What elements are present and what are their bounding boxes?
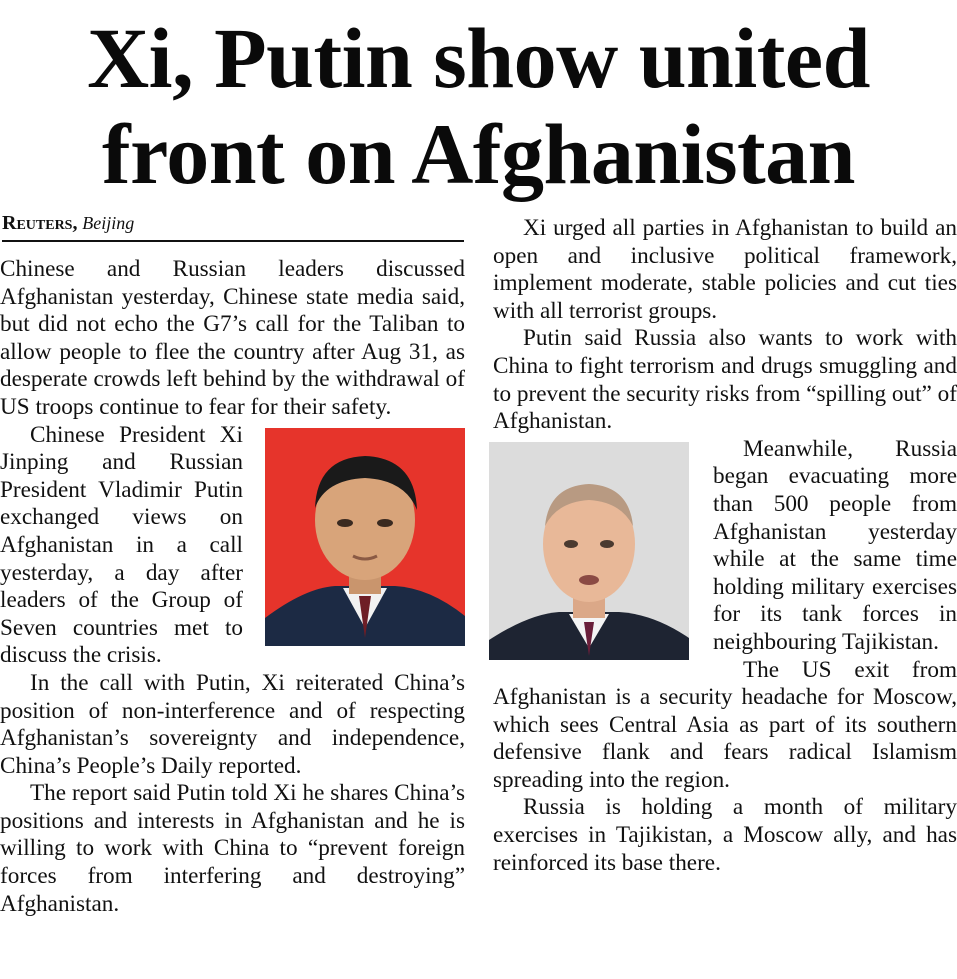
byline-agency: Reuters, — [2, 212, 78, 234]
paragraph: Meanwhile, Russia began evacuating more than 500 people from Afghanistan yesterday while at the same time holding military exercises for its tank forces in neighbouring Tajikistan. — [713, 435, 957, 655]
article-column-right — [493, 215, 957, 877]
xi-jinping-photo — [265, 428, 465, 646]
article-column-left — [0, 256, 465, 918]
paragraph: Putin said Russia also wants to work with China to fight terrorism and drugs smuggling and to prevent the security risks from “spilling out” of Afghanistan. — [493, 325, 957, 435]
vladimir-putin-photo — [489, 442, 689, 660]
paragraph: Chinese and Russian leaders discussed Afghanistan yesterday, Chinese state media said, but did not echo the G7’s call for the Taliban to allow people to flee the country after Aug 31, as desperate crowds left behind by the withdrawal of US troops continue to fear for their safety. — [0, 256, 465, 420]
paragraph: The report said Putin told Xi he shares China’s positions and interests in Afghanistan and he is willing to work with China to “prevent foreign forces from interfering and destroying” Afghanistan. — [0, 780, 465, 917]
putin-portrait-icon — [489, 442, 689, 660]
paragraph: The US exit from Afghanistan is a security headache for Moscow, which sees Central Asia as part of its southern defensive flank and fears radical Islamism spreading into the region. — [493, 656, 957, 793]
paragraph: Chinese President Xi Jinping and Russian President Vladimir Putin exchanged views on Afghanistan in a call yesterday, a day after leaders of the Group of Seven countries met to discuss the crisis. — [0, 421, 243, 669]
paragraph: Xi urged all parties in Afghanistan to build an open and inclusive political framework, implement moderate, stable policies and cut ties with all terrorist groups. — [493, 215, 957, 324]
xi-portrait-icon — [265, 428, 465, 646]
byline — [2, 212, 464, 242]
paragraph: In the call with Putin, Xi reiterated China’s position of non-interference and of respecting Afghanistan’s sovereignty and independence, China’s People’s Daily reported. — [0, 669, 465, 779]
paragraph: Russia is holding a month of military exercises in Tajikistan, a Moscow ally, and has reinforced its base there. — [493, 794, 957, 876]
byline-location: Beijing — [82, 213, 135, 233]
headline: Xi, Putin show united front on Afghanistan — [87, 10, 870, 202]
